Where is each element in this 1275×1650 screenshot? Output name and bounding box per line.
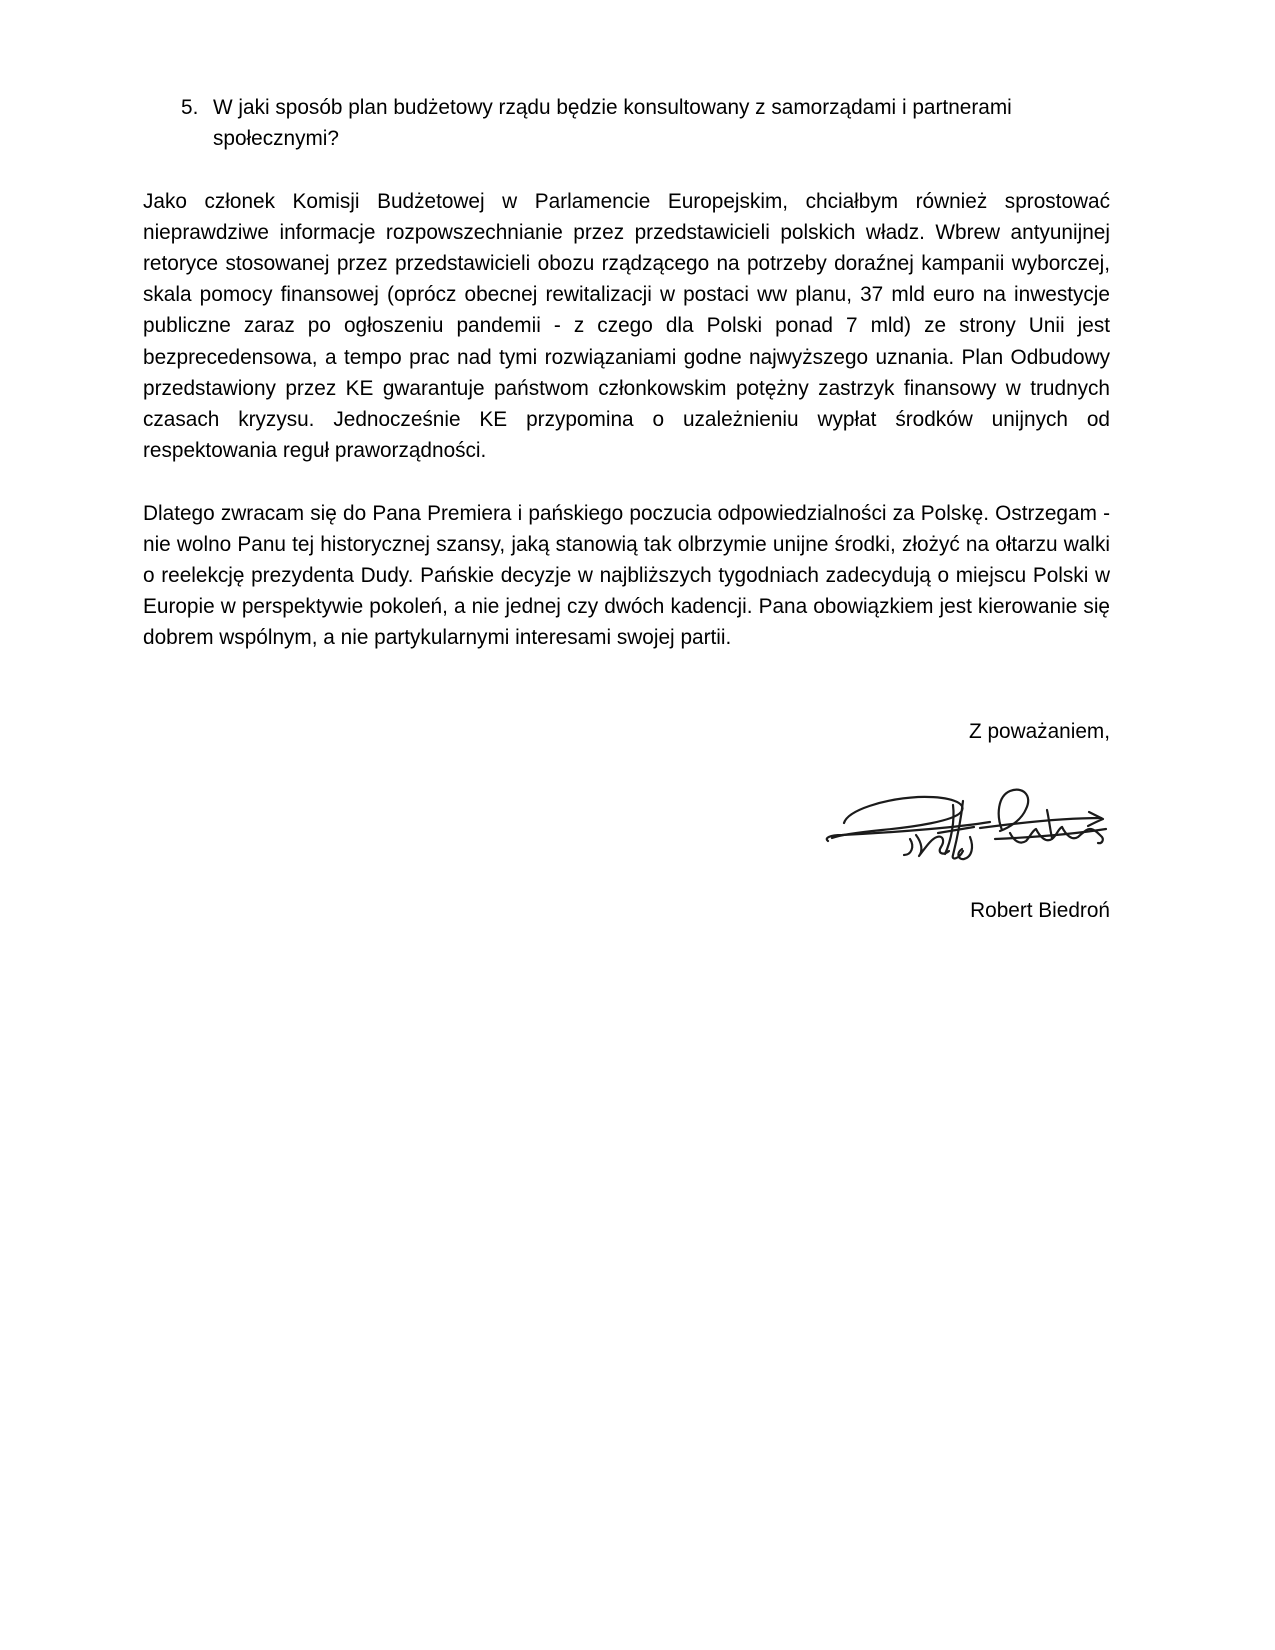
question-number: 5.	[181, 96, 199, 119]
signature-block	[143, 777, 1110, 867]
body-paragraph-2: Dlatego zwracam się do Pana Premiera i pańskiego poczucia odpowiedzialności za Polskę. Ostrzegam - nie wolno Panu tej historycznej szansy, jaką stanowią tak olbrzymie unijne środki, złożyć na ołtarzu walki o reelekcję prezydenta Dudy. Pańskie decyzje w najbliższych tygodniach zadecydują o miejscu Polski w Europie w perspektywie pokoleń, a nie jednej czy dwóch kadencji. Pana obowiązkiem jest kierowanie się dobrem wspólnym, a nie partykularnymi interesami swojej partii.	[143, 501, 1110, 650]
signatory-name: Robert Biedroń	[970, 899, 1110, 923]
handwritten-signature-icon	[810, 777, 1110, 867]
body-paragraph-1: Jako członek Komisji Budżetowej w Parlamencie Europejskim, chciałbym również sprostować nieprawdziwe informacje rozpowszechnianie przez przedstawicieli polskich władz. Wbrew antyunijnej retoryce stosowanej przez przedstawicieli obozu rządzącego na potrzeby doraźnej kampanii wyborczej, skala pomocy finansowej (oprócz obecnej rewitalizacji w postaci ww planu, 37 mld euro na inwestycje publiczne zaraz po ogłoszeniu pandemii - z czego dla Polski ponad 7 mld) ze strony Unii jest bezprecedensowa, a tempo prac nad tymi rozwiązaniami godne najwyższego uznania. Plan Odbudowy przedstawiony przez KE gwarantuje państwom członkowskim potężny zastrzyk finansowy w trudnych czasach kryzysu. Jednocześnie KE przypomina o uzależnieniu wypłat środków unijnych od respektowania reguł praworządności.	[143, 189, 1110, 463]
numbered-question-item	[143, 92, 1140, 154]
question-text: W jaki sposób plan budżetowy rządu będzie konsultowany z samorządami i partnerami społecznymi?	[213, 96, 1012, 151]
closing-salutation: Z poważaniem,	[968, 720, 1110, 744]
